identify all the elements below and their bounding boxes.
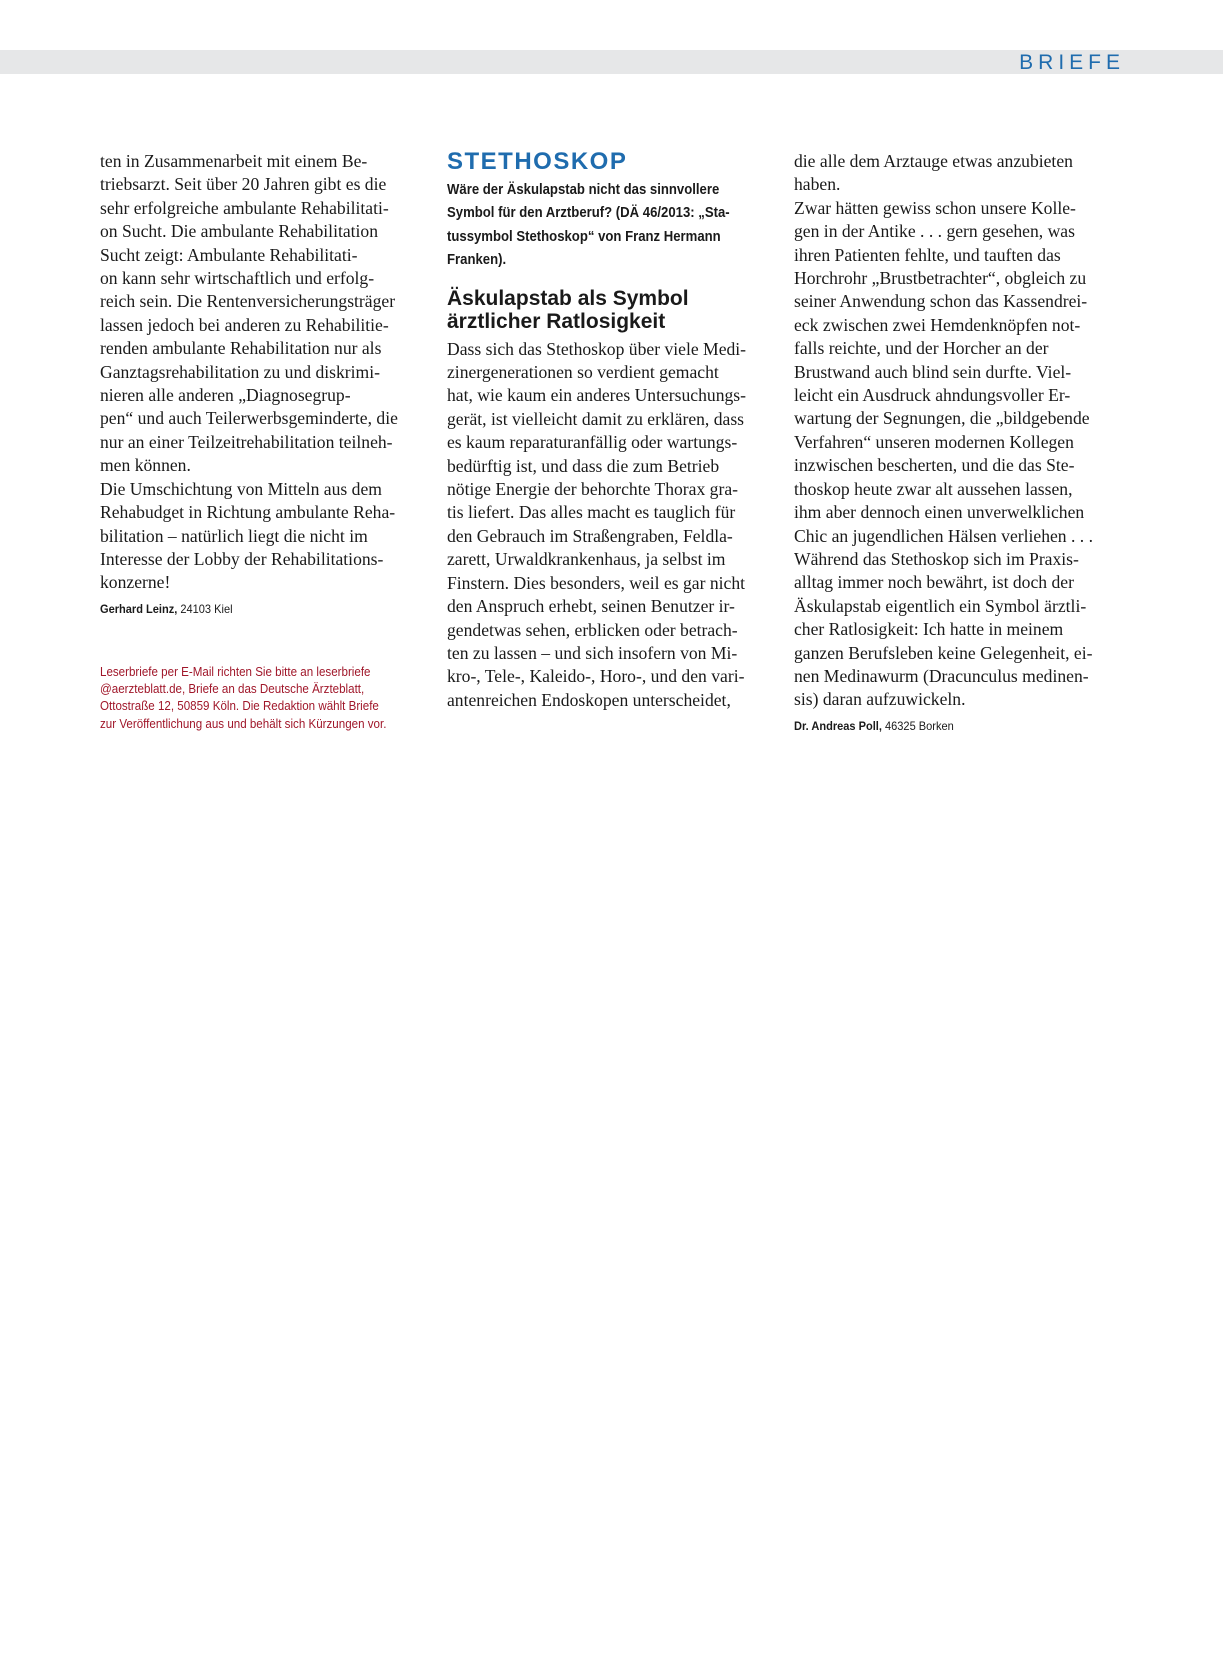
text-line: Zwar hätten gewiss schon unsere Kolle- bbox=[794, 197, 1076, 218]
text-line: tis liefert. Das alles macht es tauglich für bbox=[447, 502, 736, 523]
text-line: Dass sich das Stethoskop über viele Medi- bbox=[447, 338, 747, 359]
text-line: nötige Energie der behorchte Thorax gra- bbox=[447, 479, 738, 500]
text-line: konzerne! bbox=[100, 572, 171, 593]
text-line: renden ambulante Rehabilitation nur als bbox=[100, 338, 382, 359]
notice-line: Leserbriefe per E-Mail richten Sie bitte an leserbriefe bbox=[100, 665, 371, 679]
letter1-author-name: Gerhard Leinz, bbox=[100, 601, 178, 616]
text-line: eck zwischen zwei Hemdenknöpfen not- bbox=[794, 314, 1081, 335]
letter2-headline bbox=[447, 287, 777, 333]
text-line: ganzen Berufsleben keine Gelegenheit, ei- bbox=[794, 642, 1093, 663]
text-line: on Sucht. Die ambulante Rehabilitation bbox=[100, 221, 379, 242]
text-line: Sucht zeigt: Ambulante Rehabilitati- bbox=[100, 244, 358, 265]
text-line: thoskop heute zwar alt aussehen lassen, bbox=[794, 478, 1073, 499]
text-line: wartung der Segnungen, die „bildgebende bbox=[794, 408, 1090, 429]
text-line: sis) daran aufzuwickeln. bbox=[794, 689, 966, 710]
text-line: gen in der Antike . . . gern gesehen, was bbox=[794, 221, 1075, 242]
submission-notice bbox=[100, 664, 431, 733]
headline-line: Äskulapstab als Symbol bbox=[447, 286, 689, 310]
text-line: die alle dem Arztauge etwas anzubieten bbox=[794, 151, 1073, 171]
text-line: cher Ratlosigkeit: Ich hatte in meinem bbox=[794, 619, 1064, 640]
letter1-body bbox=[100, 150, 430, 595]
letter2-author-name: Dr. Andreas Poll, bbox=[794, 718, 882, 733]
teaser-line: tussymbol Stethoskop“ von Franz Hermann bbox=[447, 228, 721, 245]
text-line: lassen jedoch bei anderen zu Rehabilitie- bbox=[100, 314, 389, 335]
letter2-author-place: 46325 Borken bbox=[881, 718, 954, 733]
letter2-body-part1 bbox=[447, 338, 777, 713]
text-line: Äskulapstab eigentlich ein Symbol ärztli- bbox=[794, 595, 1087, 616]
text-line: Horchrohr „Brustbetrachter“, obgleich zu bbox=[794, 268, 1087, 289]
text-line: gendetwas sehen, erblicken oder betrach- bbox=[447, 619, 738, 640]
text-line: seiner Anwendung schon das Kassendrei- bbox=[794, 291, 1088, 312]
section-title: BRIEFE bbox=[1019, 51, 1125, 74]
text-line: Verfahren“ unseren modernen Kollegen bbox=[794, 431, 1074, 452]
text-line: ihm aber dennoch einen unverwelklichen bbox=[794, 502, 1085, 523]
text-line: falls reichte, und der Horcher an der bbox=[794, 338, 1049, 359]
letter-column-1 bbox=[100, 150, 430, 617]
text-line: nen Medinawurm (Dracunculus medinen- bbox=[794, 665, 1089, 686]
text-line: sehr erfolgreiche ambulante Rehabilitati- bbox=[100, 197, 389, 218]
letter-column-2 bbox=[447, 150, 777, 712]
letter2-body-part2 bbox=[794, 150, 1124, 712]
text-line: alltag immer noch bewährt, ist doch der bbox=[794, 572, 1074, 593]
teaser-line: Franken). bbox=[447, 252, 507, 269]
text-line: nur an einer Teilzeitrehabilitation teilneh- bbox=[100, 431, 393, 452]
notice-line: Ottostraße 12, 50859 Köln. Die Redaktion wählt Briefe bbox=[100, 699, 379, 714]
teaser-line: Wäre der Äskulapstab nicht das sinnvollere bbox=[447, 182, 720, 198]
letter1-author-place: 24103 Kiel bbox=[177, 601, 233, 616]
text-line: triebsarzt. Seit über 20 Jahren gibt es die bbox=[100, 174, 387, 195]
text-line: bedürftig ist, und dass die zum Betrieb bbox=[447, 455, 720, 476]
text-line: on kann sehr wirtschaftlich und erfolg- bbox=[100, 268, 375, 289]
text-line: kro-, Tele-, Kaleido-, Horo-, und den vari- bbox=[447, 666, 745, 687]
text-line: hat, wie kaum ein anderes Untersuchungs- bbox=[447, 385, 746, 406]
text-line: es kaum reparaturanfällig oder wartungs- bbox=[447, 432, 738, 453]
text-line: Interesse der Lobby der Rehabilitations- bbox=[100, 548, 384, 569]
headline-line: ärztlicher Ratlosigkeit bbox=[447, 309, 666, 333]
text-line: reich sein. Die Rentenversicherungsträger bbox=[100, 291, 396, 312]
text-line: bilitation – natürlich liegt die nicht im bbox=[100, 525, 368, 546]
text-line: Ganztagsrehabilitation zu und diskrimi- bbox=[100, 361, 380, 382]
text-line: zarett, Urwaldkrankenhaus, ja selbst im bbox=[447, 549, 726, 570]
text-line: antenreichen Endoskopen unterscheidet, bbox=[447, 689, 731, 710]
topic-kicker: STETHOSKOP bbox=[447, 148, 628, 175]
text-line: haben. bbox=[794, 174, 841, 195]
text-line: ten in Zusammenarbeit mit einem Be- bbox=[100, 151, 368, 171]
text-line: ihren Patienten fehlte, und tauften das bbox=[794, 244, 1061, 265]
text-line: nieren alle anderen „Diagnosegrup- bbox=[100, 385, 351, 406]
text-line: Rehabudget in Richtung ambulante Reha- bbox=[100, 502, 396, 523]
text-line: pen“ und auch Teilerwerbsgeminderte, die bbox=[100, 408, 398, 429]
text-line: leicht ein Ausdruck ahndungsvoller Er- bbox=[794, 385, 1071, 406]
text-line: zinergenerationen so verdient gemacht bbox=[447, 362, 719, 383]
topic-teaser bbox=[447, 179, 771, 273]
text-line: Brustwand auch blind sein durfte. Viel- bbox=[794, 361, 1072, 382]
text-line: den Gebrauch im Straßengraben, Feldla- bbox=[447, 525, 733, 546]
text-line: den Anspruch erhebt, seinen Benutzer ir- bbox=[447, 596, 735, 617]
letter1-signature bbox=[100, 601, 404, 617]
text-line: Die Umschichtung von Mitteln aus dem bbox=[100, 478, 382, 499]
letter2-signature bbox=[794, 718, 1098, 734]
text-line: inzwischen bescherten, und die das Ste- bbox=[794, 455, 1075, 476]
text-line: Chic an jugendlichen Hälsen verliehen . . . bbox=[794, 525, 1093, 546]
text-line: ten zu lassen – und sich insofern von Mi- bbox=[447, 642, 738, 663]
text-line: gerät, ist vielleicht damit zu erklären, dass bbox=[447, 408, 745, 429]
letter-column-3 bbox=[794, 150, 1124, 734]
teaser-line: Symbol für den Arztberuf? (DÄ 46/2013: „Sta- bbox=[447, 205, 730, 222]
notice-line: @aerzteblatt.de, Briefe an das Deutsche Ärzteblatt, bbox=[100, 682, 365, 697]
text-line: Finstern. Dies besonders, weil es gar nicht bbox=[447, 572, 746, 593]
text-line: Während das Stethoskop sich im Praxis- bbox=[794, 548, 1079, 569]
notice-line: zur Veröffentlichung aus und behält sich Kürzungen vor. bbox=[100, 716, 387, 731]
text-line: men können. bbox=[100, 455, 191, 476]
